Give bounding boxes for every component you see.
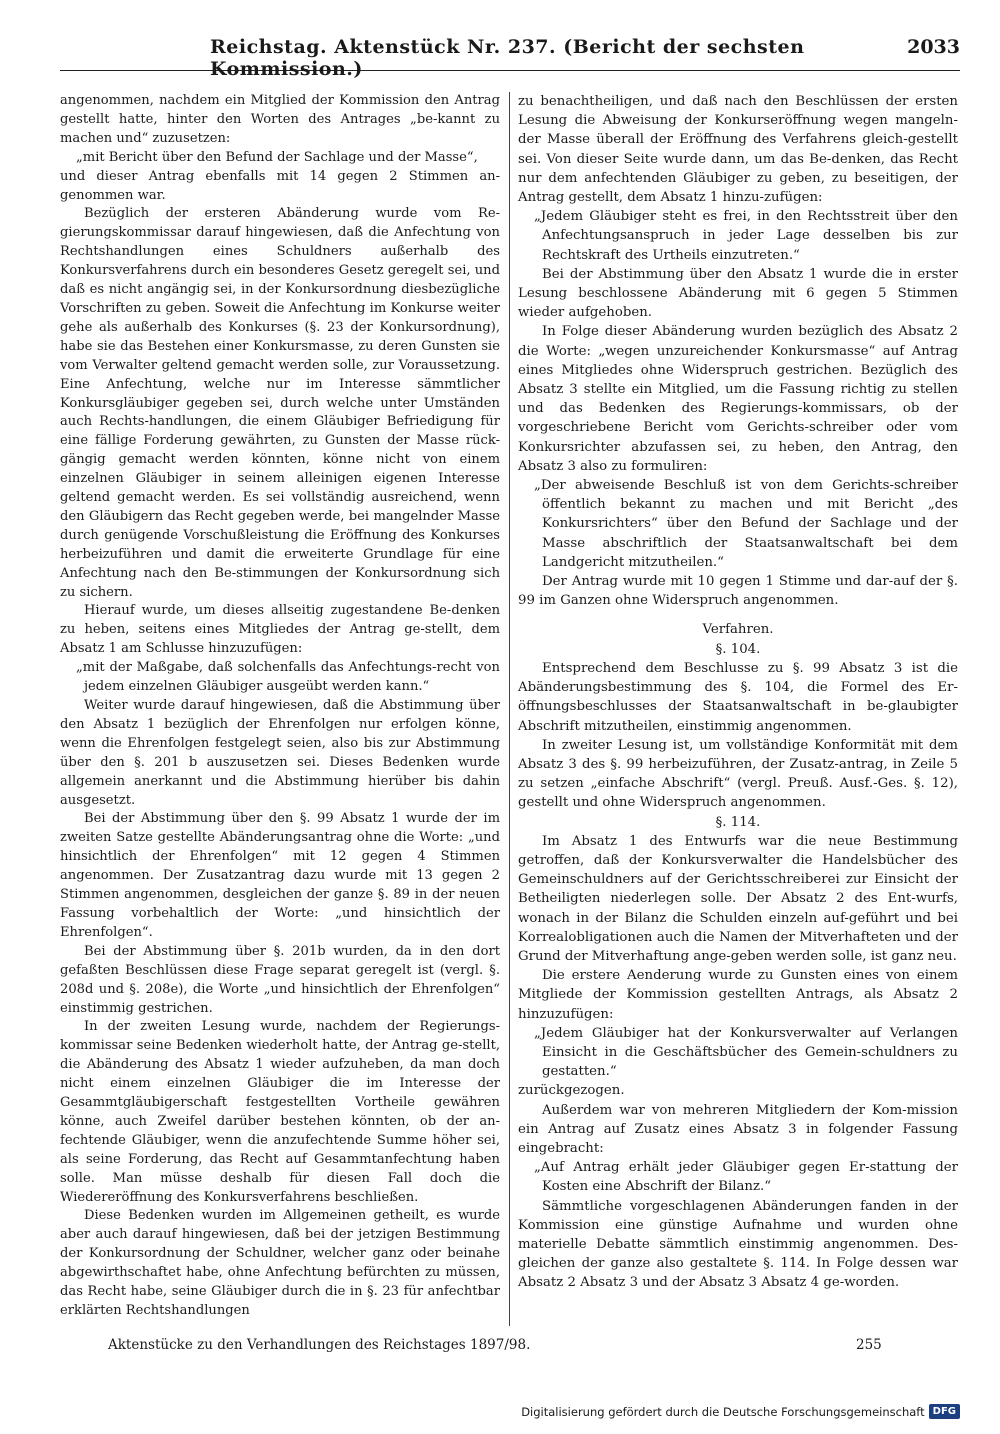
paragraph: Bei der Abstimmung über den Absatz 1 wurde die in erster Lesung beschlossene Abänderung mit 6 gegen 5 Stimmen wieder aufgehoben. — [518, 266, 958, 321]
paragraph: Die erstere Aenderung wurde zu Gunsten eines von einem Mitgliede der Kommission gestellten Antrags, als Absatz 2 hinzuzufügen: — [518, 968, 958, 1022]
digitization-text: Digitalisierung gefördert durch die Deutsche Forschungsgemeinschaft — [521, 1404, 925, 1419]
quoted-amendment: „Jedem Gläubiger steht es frei, in den Rechtsstreit über den Anfechtungsanspruch in jeder Lage desselben bis zur Rechtskraft des Urtheils einzutreten.“ — [534, 209, 958, 263]
paragraph: Hierauf wurde, um dieses allseitig zugestandene Be-denken zu heben, seitens eines Mitgliedes der Antrag ge-stellt, dem Absatz 1 am Schlusse hinzuzufügen: — [60, 603, 500, 657]
digitization-note — [521, 1404, 960, 1419]
paragraph: Bei der Abstimmung über §. 201b wurden, da in den dort gefaßten Beschlüssen diese Frage separat geregelt ist (vergl. §. 208d und §. 208e), die Worte „und hinsichtlich der Ehrenfolgen“ einstimmig gestrichen. — [60, 943, 500, 1016]
paragraph: Im Absatz 1 des Entwurfs war die neue Bestimmung getroffen, daß der Konkursverwalter die Handelsbücher des Gemeinschuldners auf der Gerichtsschreiberei zur Einsicht der Betheiligten niederlegen solle. Der Absatz 2 des Ent-wurfs, wonach in der Bilanz die Schulden einzeln auf-geführt und bei Korrealobligationen auch die Namen der Mitverhafteten und der Grund der Mitverhaftung ange-geben werden solle, ist ganz neu. — [518, 833, 958, 964]
paragraph: Bei der Abstimmung über den §. 99 Absatz 1 wurde der im zweiten Satze gestellte Abänderungsantrag ohne die Worte: „und hinsichtlich der Ehrenfolgen“ mit 12 gegen 4 Stimmen angenommen. Der Zusatzantrag dazu wurde mit 13 gegen 2 Stimmen angenommen, desgleichen der ganze §. 89 in der neuen Fassung vorbehaltlich der Worte: „und hinsichtlich der Ehrenfolgen“. — [60, 811, 500, 940]
paragraph: Entsprechend dem Beschlusse zu §. 99 Absatz 3 ist die Abänderungsbestimmung des §. 104, die Formel des Er-öffnungsbeschlusses der Staatsanwaltschaft in be-glaubigter Abschrift mitzutheilen, einstimmig angenommen. — [518, 660, 958, 734]
paragraph: In zweiter Lesung ist, um vollständige Konformität mit dem Absatz 3 des §. 99 herbeizuführen, der Zusatz-antrag, in Zeile 5 zu setzen „einfache Abschrift“ (vergl. Preuß. Ausf.-Ges. §. 12), gestellt und ohne Widerspruch angenommen. — [518, 737, 958, 811]
quoted-amendment: „Auf Antrag erhält jeder Gläubiger gegen Er-stattung der Kosten eine Abschrift der Bilanz.“ — [534, 1160, 958, 1195]
right-column — [518, 92, 958, 1326]
column-divider — [509, 92, 510, 1326]
paragraph: Der Antrag wurde mit 10 gegen 1 Stimme und dar-auf der §. 99 im Ganzen ohne Widerspruch angenommen. — [518, 574, 958, 609]
paragraph: zu benachtheiligen, und daß nach den Beschlüssen der ersten Lesung die Abweisung der Konkurseröffnung wegen mangeln-der Masse überall der Eröffnung des Verfahrens gleich-gestellt sei. Von dieser Seite wurde dann, um das Be-denken, das Recht nur dem anfechtenden Gläubiger zu geben, zu beseitigen, der Antrag gestellt, dem Absatz 1 hinzu-zufügen: — [518, 94, 958, 206]
paragraph: und dieser Antrag ebenfalls mit 14 gegen 2 Stimmen an-genommen war. — [60, 168, 500, 203]
running-title: Reichstag. Aktenstück Nr. 237. (Bericht der sechsten Kommission.) — [210, 36, 805, 80]
section-heading: Verfahren. — [702, 622, 774, 638]
footer-sheet-number: 255 — [856, 1337, 882, 1353]
quoted-amendment: „mit der Maßgabe, daß solchenfalls das Anfechtungs-recht von jedem einzelnen Gläubiger ausgeübt werden kann.“ — [76, 660, 500, 695]
quoted-amendment: „Jedem Gläubiger hat der Konkursverwalter auf Verlangen Einsicht in die Geschäftsbücher des Gemein-schuldners zu gestatten.“ — [534, 1025, 958, 1080]
section-heading: §. 114. — [715, 814, 761, 830]
paragraph: Außerdem war von mehreren Mitgliedern der Kom-mission ein Antrag auf Zusatz eines Absatz 3 in folgender Fassung eingebracht: — [518, 1102, 958, 1156]
page-header — [60, 30, 960, 80]
paragraph: In Folge dieser Abänderung wurden bezüglich des Absatz 2 die Worte: „wegen unzureichender Konkursmasse“ auf Antrag eines Mitgliedes ohne Widerspruch gestrichen. Bezüglich des Absatz 3 stellte ein Mitglied, um die Fassung richtig zu stellen und das Bedenken des Regierungs-kommissars, ob der vorgeschriebene Bericht vom Gerichts-schreiber oder vom Konkursrichter abzufassen sei, zu heben, den Antrag, den Absatz 3 also zu formuliren: — [518, 324, 958, 474]
paragraph: Sämmtliche vorgeschlagenen Abänderungen fanden in der Kommission eine günstige Aufnahme und wurden ohne materielle Debatte sämmtlich einstimmig angenommen. Des-gleichen der ganze also gestaltete §. 114. In Folge dessen war Absatz 2 Absatz 3 und der Absatz 3 Absatz 4 ge-worden. — [518, 1198, 958, 1291]
footer-source: Aktenstücke zu den Verhandlungen des Reichstages 1897/98. — [108, 1337, 531, 1353]
paragraph: Weiter wurde darauf hingewiesen, daß die Abstimmung über den Absatz 1 bezüglich der Ehrenfolgen nur erfolgen könne, wenn die Ehrenfolgen festgelegt seien, also bis zur Abstimmung über den §. 201 b auszusetzen sei. Dieses Bedenken wurde allgemein anerkannt und die Abstimmung hierüber bis dahin ausgesetzt. — [60, 698, 500, 808]
dfg-logo-icon: DFG — [929, 1404, 960, 1419]
page-number: 2033 — [907, 36, 960, 58]
section-heading: §. 104. — [715, 641, 761, 657]
left-column — [60, 92, 500, 1326]
paragraph: Bezüglich der ersteren Abänderung wurde vom Re-gierungskommissar darauf hingewiesen, daß die Anfechtung von Rechtshandlungen eines Schuldners außerhalb des Konkursverfahrens durch ein besonderes Gesetz geregelt sei, und daß es nicht angängig sei, in der Konkursordnung diesbezügliche Vorschriften zu geben. Soweit die Anfechtung im Konkurse weiter gehe als außerhalb des Konkurses (§. 23 der Konkursordnung), habe sie das Bestehen einer Konkursmasse, zu deren Gunsten sie vom Verwalter geltend gemacht werden solle, zur Voraussetzung. Eine Anfechtung, welche nur im Interesse sämmtlicher Konkursgläubiger gegeben sei, durch welche unter Umständen auch Rechts-handlungen, die einem Gläubiger Befriedigung für eine fällige Forderung gewährten, zu Gunsten der Masse rück-gängig gemacht werden könnten, könne nicht von einem einzelnen Gläubiger in seinem alleinigen eigenen Interesse geltend gemacht werden. Es sei vollständig ausreichend, wenn den Gläubigern das Recht gegeben werde, bei mangelnder Masse durch genügende Vorschußleistung die Eröffnung des Konkurses herbeizuführen und damit die erweiterte Grundlage für eine Anfechtung nach den Be-stimmungen der Konkursordnung sich zu sichern. — [60, 206, 500, 600]
paragraph-spacer — [518, 610, 958, 620]
paragraph: In der zweiten Lesung wurde, nachdem der Regierungs-kommissar seine Bedenken wiederholt hatte, der Antrag ge-stellt, die Abänderung des Absatz 1 wieder aufzuheben, da man doch nicht einem einzelnen Gläubiger die im Interesse der Gesammtgläubigerschaft festgestellten Vortheile gewähren könne, auch Zweifel darüber bestehen könnten, ob der an-fechtende Gläubiger, wenn die anzufechtende Summe höher sei, als seine Forderung, das Recht auf Gesammtanfechtung haben solle. Man müsse deshalb für diesen Fall doch die Wiedereröffnung des Konkursverfahrens beschließen. — [60, 1019, 500, 1205]
paragraph: zurückgezogen. — [518, 1083, 625, 1099]
quoted-amendment: „mit Bericht über den Befund der Sachlage und der Masse“, — [76, 149, 478, 165]
quoted-amendment: „Der abweisende Beschluß ist von dem Gerichts-schreiber öffentlich bekannt zu machen und mit Bericht „des Konkursrichters“ über den Befund der Sachlage und der Masse abschriftlich der Staatsanwaltschaft bei dem Landgericht mitzutheilen.“ — [534, 478, 958, 570]
paragraph: angenommen, nachdem ein Mitglied der Kommission den Antrag gestellt hatte, hinter den Worten des Antrages „be-kannt zu machen und“ zuzusetzen: — [60, 93, 500, 146]
paragraph: Diese Bedenken wurden im Allgemeinen getheilt, es wurde aber auch darauf hingewiesen, daß bei der jetzigen Bestimmung der Konkursordnung der Schuldner, welcher ganz oder beinahe abgewirthschaftet habe, ohne Anfechtung befürchten zu müssen, das Recht habe, seine Gläubiger durch die in §. 23 für anfechtbar erklärten Rechtshandlungen — [60, 1208, 500, 1318]
